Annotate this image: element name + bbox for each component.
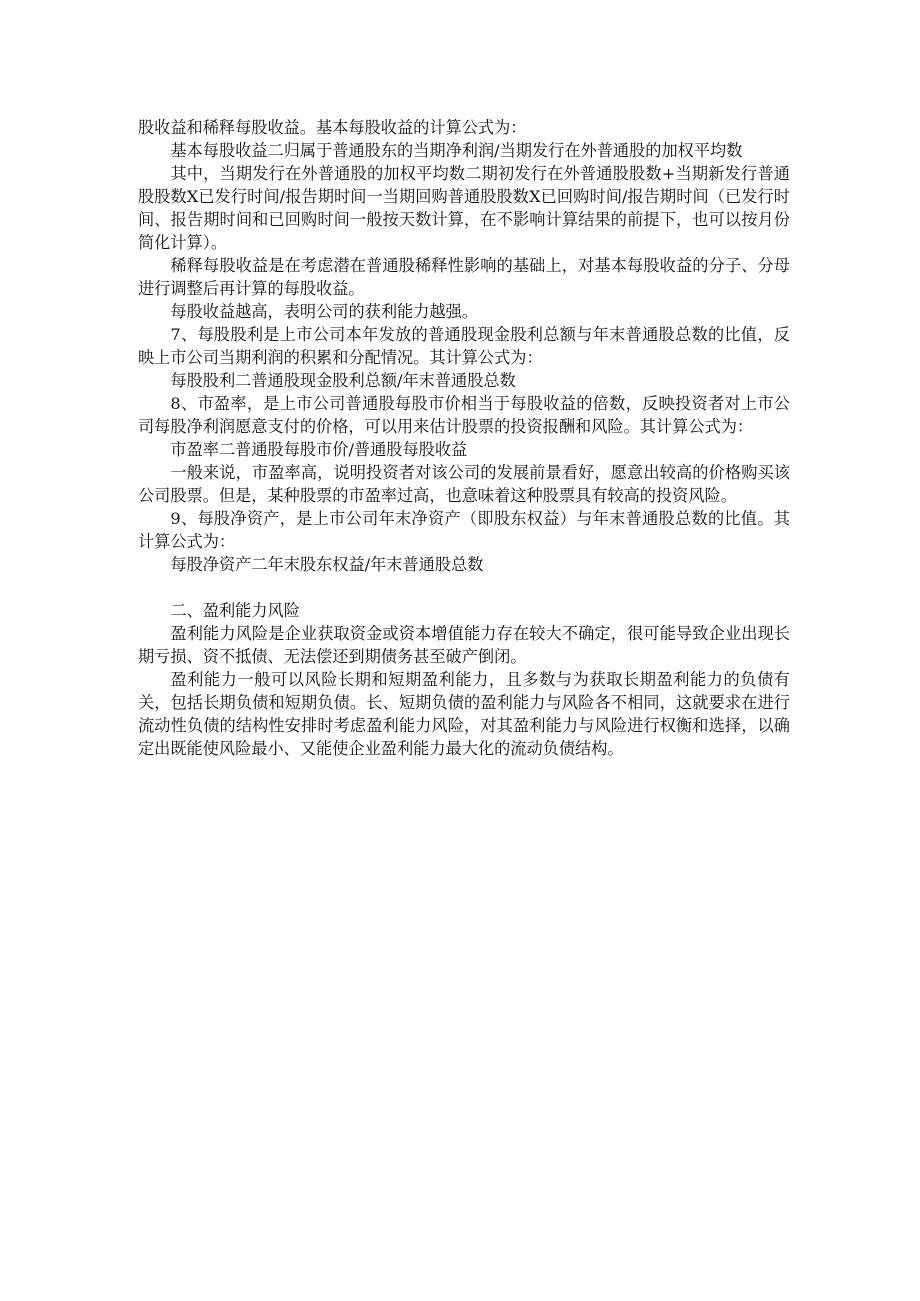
document-page (138, 116, 790, 760)
paragraph-debt-structure: 盈利能力一般可以风险长期和短期盈利能力，且多数与为获取长期盈利能力的负债有关，包括长期负债和短期负债。长、短期负债的盈利能力与风险各不相同，这就要求在进行流动性负债的结构性安排时考虑盈利能力风险，对其盈利能力与风险进行权衡和选择，以确定出既能使风险最小、又能使企业盈利能力最大化的流动负债结构。 (138, 670, 790, 758)
paragraph-weighted-average: 其中，当期发行在外普通股的加权平均数二期初发行在外普通股股数+当期新发行普通股股数X已发行时间/报告期时间一当期回购普通股股数X已回购时间/报告期时间（已发行时间、报告期时间和已回购时间一般按天数计算，在不影响计算结果的前提下，也可以按月份简化计算）。 (138, 164, 790, 252)
paragraph-pe-ratio: 8、市盈率，是上市公司普通股每股市价相当于每股收益的倍数，反映投资者对上市公司每股净利润愿意支付的价格，可以用来估计股票的投资报酬和风险。其计算公式为： (138, 394, 790, 436)
paragraph-continuation: 股收益和稀释每股收益。基本每股收益的计算公式为： (138, 118, 527, 137)
paragraph-eps-meaning: 每股收益越高，表明公司的获利能力越强。 (170, 302, 478, 321)
paragraph-profitability-risk: 盈利能力风险是企业获取资金或资本增值能力存在较大不确定，很可能导致企业出现长期亏损、资不抵债、无法偿还到期债务甚至破产倒闭。 (138, 624, 790, 666)
paragraph-pe-explanation: 一般来说，市盈率高，说明投资者对该公司的发展前景看好，愿意出较高的价格购买该公司股票。但是，某种股票的市盈率过高，也意味着这种股票具有较高的投资风险。 (138, 463, 790, 505)
section-heading: 二、盈利能力风险 (170, 601, 300, 620)
formula-dividend-per-share: 每股股利二普通股现金股利总额/年末普通股总数 (170, 371, 516, 390)
formula-net-assets-per-share: 每股净资产二年末股东权益/年末普通股总数 (170, 555, 484, 574)
blank-line (138, 576, 790, 599)
formula-pe-ratio: 市盈率二普通股每股市价/普通股每股收益 (170, 440, 468, 459)
paragraph-dividend-per-share: 7、每股股利是上市公司本年发放的普通股现金股利总额与年末普通股总数的比值，反映上市公司当期利润的积累和分配情况。其计算公式为： (138, 325, 790, 367)
paragraph-net-assets-per-share: 9、每股净资产，是上市公司年末净资产（即股东权益）与年末普通股总数的比值。其计算公式为： (138, 509, 790, 551)
formula-basic-eps: 基本每股收益二归属于普通股东的当期净利润/当期发行在外普通股的加权平均数 (170, 141, 743, 160)
paragraph-diluted-eps: 稀释每股收益是在考虑潜在普通股稀释性影响的基础上，对基本每股收益的分子、分母进行调整后再计算的每股收益。 (138, 256, 790, 298)
